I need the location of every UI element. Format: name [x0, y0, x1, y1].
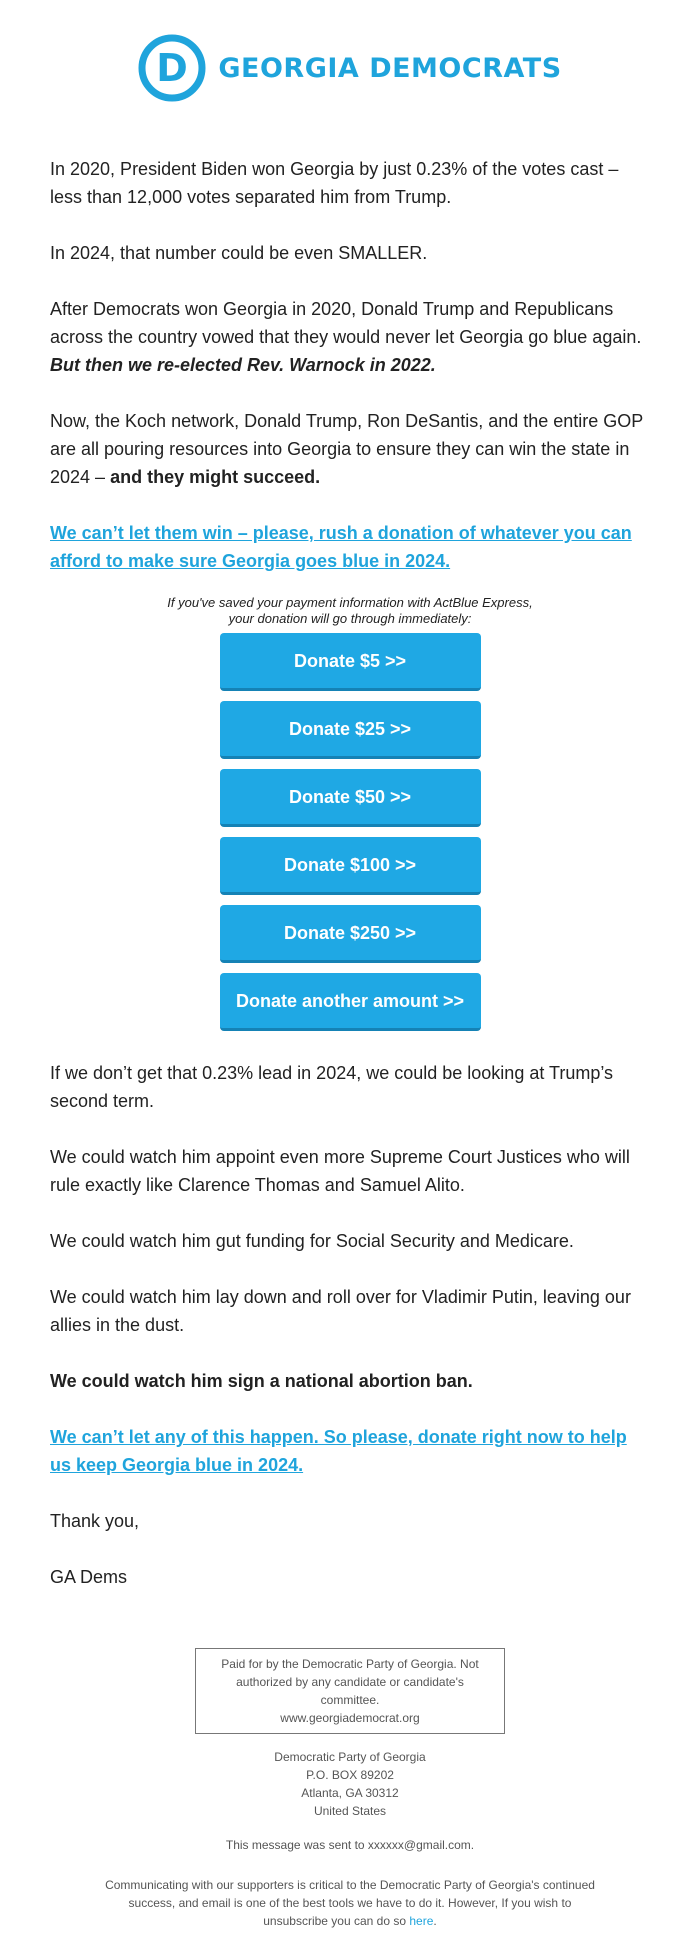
- donate-buttons: [50, 633, 650, 1041]
- sent-to-notice: This message was sent to xxxxxx@gmail.com.: [225, 1838, 475, 1852]
- org-name: GEORGIA DEMOCRATS: [218, 52, 562, 84]
- paragraph-gop-resources-text: Now, the Koch network, Donald Trump, Ron DeSantis, and the entire GOP are all pouring resources into Georgia to ensure they can win the state in 2024 –: [50, 411, 643, 487]
- donate-other-amount-button[interactable]: Donate another amount >>: [220, 973, 481, 1031]
- unsubscribe-notice: [95, 1876, 605, 1930]
- email-footer: [0, 1648, 700, 1930]
- donate-50-button[interactable]: Donate $50 >>: [220, 769, 481, 827]
- mailing-address: [0, 1748, 700, 1820]
- email-body: [50, 155, 650, 1619]
- paid-for-disclaimer: [195, 1648, 505, 1734]
- actblue-express-note: [50, 595, 650, 627]
- paragraph-putin: We could watch him lay down and roll over for Vladimir Putin, leaving our allies in the dust.: [50, 1287, 631, 1335]
- donate-5-button[interactable]: Donate $5 >>: [220, 633, 481, 691]
- democrats-d-logo-icon: [138, 34, 206, 102]
- svg-text:D: D: [156, 46, 189, 90]
- paragraph-second-term: If we don’t get that 0.23% lead in 2024, we could be looking at Trump’s second term.: [50, 1063, 614, 1111]
- donate-cta-link-top[interactable]: We can’t let them win – please, rush a donation of whatever you can afford to make sure Georgia goes blue in 2024.: [50, 523, 632, 571]
- disclaimer-website: www.georgiademocrat.org: [280, 1711, 420, 1725]
- donate-250-button[interactable]: Donate $250 >>: [220, 905, 481, 963]
- paragraph-gop-resources: [50, 407, 650, 491]
- address-line-2: P.O. BOX 89202: [306, 1768, 394, 1782]
- paragraph-2024-smaller: In 2024, that number could be even SMALLER.: [50, 243, 428, 263]
- signature: GA Dems: [50, 1567, 128, 1587]
- address-line-4: United States: [313, 1804, 387, 1818]
- paragraph-2020-margin: In 2020, President Biden won Georgia by just 0.23% of the votes cast – less than 12,000 votes separated him from Trump.: [50, 159, 619, 207]
- signoff: Thank you,: [50, 1511, 140, 1531]
- email-header: [0, 34, 700, 102]
- unsubscribe-text: Communicating with our supporters is critical to the Democratic Party of Georgia's continued success, and email is one of the best tools we have to do it. However, If you wish to unsubscribe you can do so: [105, 1878, 595, 1928]
- unsubscribe-period: .: [433, 1914, 437, 1928]
- georgia-democrats-logo[interactable]: [138, 34, 561, 102]
- express-note-line-1: If you've saved your payment information with ActBlue Express,: [167, 595, 533, 610]
- might-succeed-text: and they might succeed.: [110, 467, 321, 487]
- paragraph-trump-vow: [50, 295, 650, 379]
- paragraph-trump-vow-text: After Democrats won Georgia in 2020, Donald Trump and Republicans across the country vowed that they would never let Georgia go blue again.: [50, 299, 642, 347]
- express-note-line-2: your donation will go through immediately:: [228, 611, 472, 626]
- warnock-reelected-text: But then we re-elected Rev. Warnock in 2022.: [50, 355, 436, 375]
- paragraph-social-security: We could watch him gut funding for Social Security and Medicare.: [50, 1231, 574, 1251]
- abortion-ban-text: We could watch him sign a national abortion ban.: [50, 1371, 473, 1391]
- donate-cta-link-bottom[interactable]: We can’t let any of this happen. So please, donate right now to help us keep Georgia blue in 2024.: [50, 1427, 627, 1475]
- address-line-1: Democratic Party of Georgia: [274, 1750, 426, 1764]
- disclaimer-text: Paid for by the Democratic Party of Georgia. Not authorized by any candidate or candidate's committee.: [221, 1657, 479, 1707]
- paragraph-supreme-court: We could watch him appoint even more Supreme Court Justices who will rule exactly like Clarence Thomas and Samuel Alito.: [50, 1147, 630, 1195]
- paragraph-abortion-ban: [50, 1367, 650, 1395]
- unsubscribe-link[interactable]: here: [409, 1914, 434, 1928]
- donate-100-button[interactable]: Donate $100 >>: [220, 837, 481, 895]
- donate-25-button[interactable]: Donate $25 >>: [220, 701, 481, 759]
- address-line-3: Atlanta, GA 30312: [301, 1786, 399, 1800]
